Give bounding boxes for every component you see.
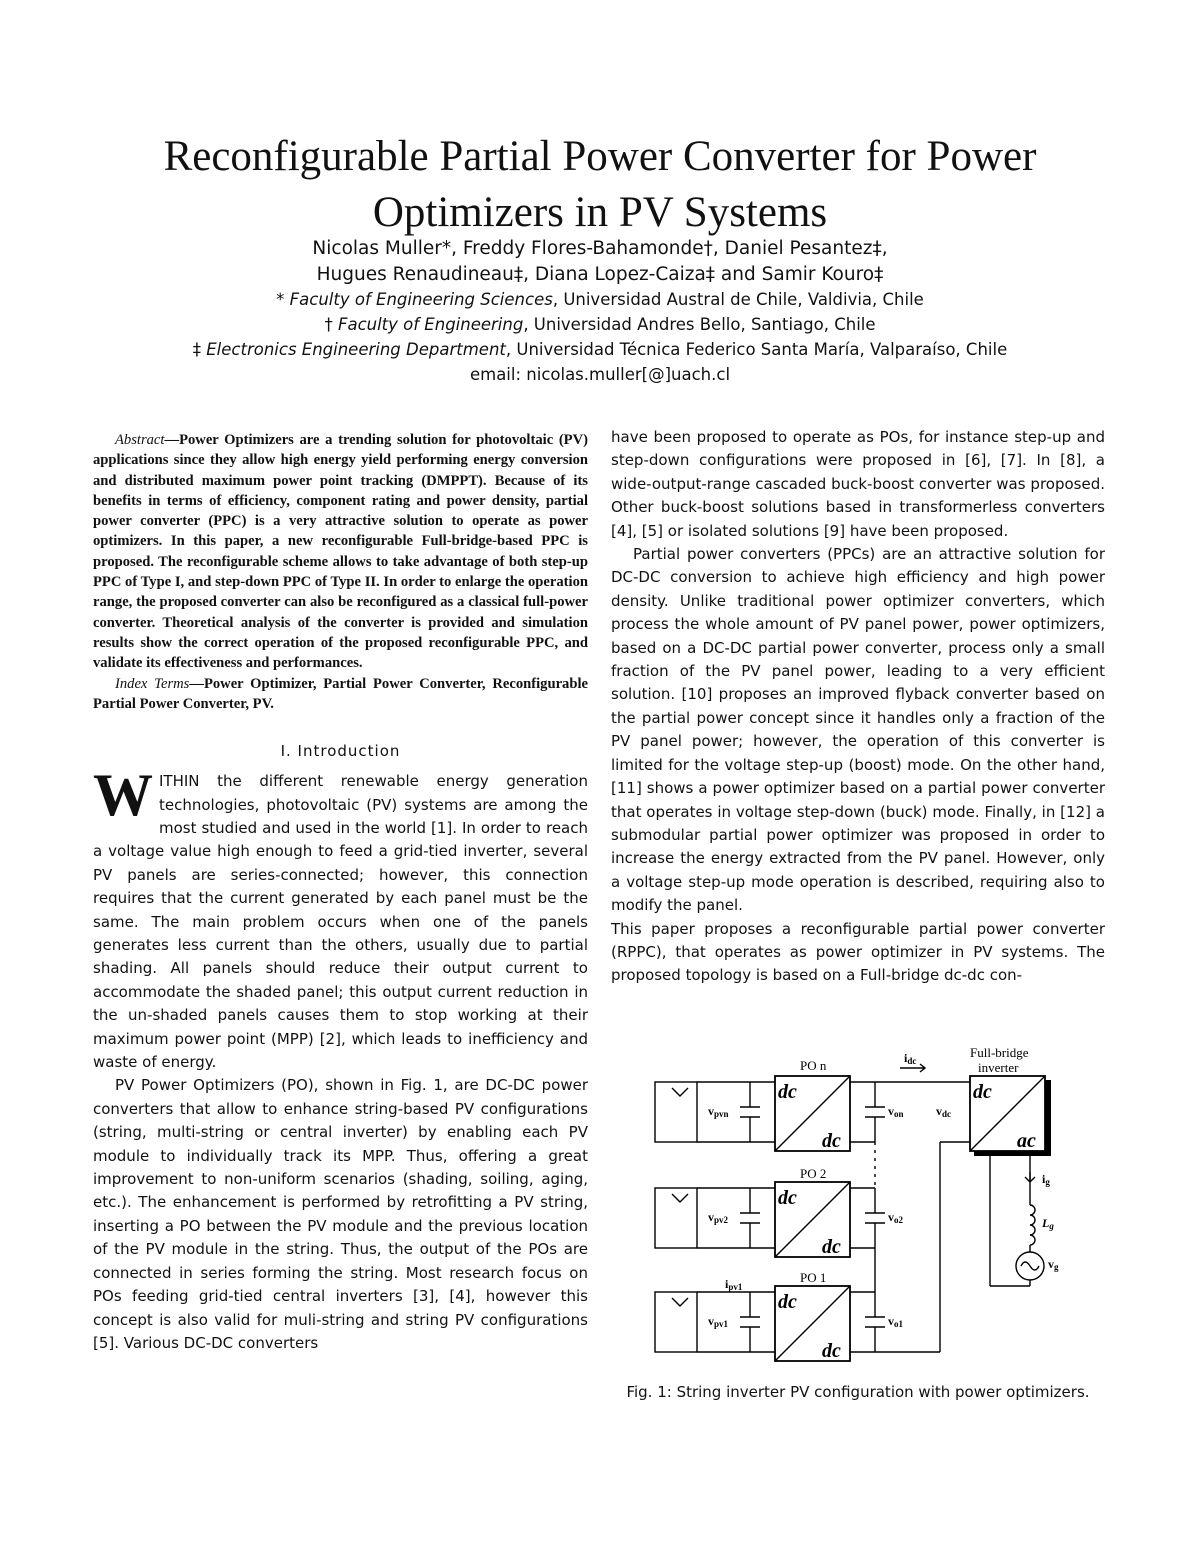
ipv1-label: ipv1: [725, 1277, 743, 1292]
affiliation-rest: , Universidad Austral de Chile, Valdivia, Chile: [552, 290, 924, 309]
index-terms: [93, 674, 588, 715]
von-label: von: [888, 1104, 904, 1119]
affiliation-rest: , Universidad Técnica Federico Santa María, Valparaíso, Chile: [505, 340, 1008, 359]
intro-paragraph-5: This paper proposes a reconfigurable partial power converter (RPPC), that operates as power optimizer in PV systems. The proposed topology is based on a Full-bridge dc-dc con-: [611, 919, 1105, 985]
intro-paragraph-1: [93, 762, 588, 1074]
vo2-label: vo2: [888, 1210, 903, 1225]
abstract-text: —Power Optimizers are a trending solution for photovoltaic (PV) applications since they allow high energy yield performing energy conversion and distributed maximum power point tracking (DMPPT). Because of its benefits in terms of efficiency, component rating and power density, partial power converter (PPC) is a very attractive solution to operate as power optimizers. In this paper, a new reconfigurable Full-bridge-based PPC is proposed. The reconfigurable scheme allows to take advantage of both step-up PPC of Type I, and step-down PPC of Type II. In order to enlarge the operation range, the proposed converter can also be reconfigured as a classical full-power converter. Theoretical analysis of the converter is provided and simulation results show the correct operation of the proposed reconfigurable PPC, and validate its effectiveness and performances.: [93, 432, 588, 672]
lg-label: Lg: [1042, 1216, 1054, 1231]
index-terms-label: Index Terms: [115, 675, 190, 692]
abstract-paragraph: [93, 430, 588, 674]
vg-label: vg: [1048, 1257, 1059, 1272]
inverter-label-2: inverter: [978, 1060, 1019, 1075]
po-n-label: PO n: [800, 1058, 827, 1073]
pv-panel-n-mark: [672, 1088, 688, 1096]
affiliation-2: [100, 313, 1100, 337]
ig-label: ig: [1042, 1172, 1050, 1187]
index-terms-text: —Power Optimizer, Partial Power Converter, Reconfigurable Partial Power Converter, PV.: [93, 675, 588, 712]
intro-paragraph-1-text: ITHIN the different renewable energy generation technologies, photovoltaic (PV) systems are among the most studied and used in the world [1]. In order to reach a voltage value high enough to feed a grid-tied inverter, several PV panels are series-connected; however, this connection requires that the current generated by each panel must be the same. The main problem occurs when one of the panels generates less current than the others, usually due to partial shading. All panels should reduce their output current to accommodate the shaded panel; this output current reduction in the un-shaded panels causes them to stop working at their maximum power point (MPP) [2], which leads to inefficiency and waste of energy.: [93, 772, 588, 1072]
po-2-dc-in: dc: [778, 1187, 797, 1209]
affiliation-mark: ‡: [192, 340, 201, 359]
grid-inductor: [1030, 1205, 1035, 1245]
affiliation-dept: Faculty of Engineering: [337, 315, 524, 334]
inverter-ac: ac: [1017, 1130, 1036, 1152]
figure-caption: Fig. 1: String inverter PV configuration with power optimizers.: [626, 1383, 1090, 1401]
paper-title: [60, 129, 1140, 241]
po-2-label: PO 2: [800, 1166, 827, 1181]
vpv2-label: vpv2: [708, 1210, 729, 1225]
intro-paragraph-3: have been proposed to operate as POs, for instance step-up and step-down configurations were proposed in [6], [7]. In [8], a wide-output-range cascaded buck-boost converter was proposed. Other buck-boost solutions based in transformerless converters [4], [5] or isolated solutions [9] have been proposed.: [611, 428, 1105, 540]
circuit-figure: [650, 1040, 1110, 1380]
po-2-dc-out: dc: [822, 1236, 841, 1258]
vpvn-label: vpvn: [708, 1104, 729, 1119]
po-1-dc-in: dc: [778, 1291, 797, 1313]
pv-panel-n: [655, 1082, 697, 1142]
vo1-label: vo1: [888, 1314, 903, 1329]
title-line-2: Optimizers in PV Systems: [372, 188, 828, 236]
authors-line-2: Hugues Renaudineau‡, Diana Lopez-Caiza‡ and Samir Kouro‡: [316, 264, 884, 285]
right-column: [611, 426, 1105, 988]
intro-body: [93, 762, 588, 1355]
affiliation-3: [100, 338, 1100, 362]
affiliation-1: [100, 288, 1100, 312]
author-email: email: nicolas.muller[@]uach.cl: [469, 365, 731, 384]
left-column: [93, 430, 588, 1355]
pv-panel-2: [655, 1188, 697, 1248]
drop-cap: W: [93, 762, 153, 829]
authors-line-1: Nicolas Muller*, Freddy Flores-Bahamonde†, Daniel Pesantez‡,: [312, 238, 888, 259]
idc-label: idc: [904, 1051, 917, 1066]
inverter-label-1: Full-bridge: [970, 1045, 1029, 1060]
affiliation-dept: Faculty of Engineering Sciences: [289, 290, 553, 309]
vpv1-label: vpv1: [708, 1314, 729, 1329]
vdc-label: vdc: [936, 1104, 951, 1119]
po-n-dc-out: dc: [822, 1130, 841, 1152]
affiliation-dept: Electronics Engineering Department: [206, 340, 506, 359]
pv-panel-2-mark: [672, 1194, 688, 1202]
title-line-1: Reconfigurable Partial Power Converter for Power: [163, 132, 1037, 180]
section-heading: I. Introduction: [280, 742, 401, 761]
abstract: [93, 430, 588, 714]
abstract-label: Abstract: [115, 432, 165, 448]
inverter-dc: dc: [973, 1081, 992, 1103]
po-1-dc-out: dc: [822, 1340, 841, 1362]
affiliation-mark: †: [324, 315, 333, 334]
affiliation-mark: *: [276, 290, 285, 309]
po-1-label: PO 1: [800, 1270, 827, 1285]
intro-paragraph-4: Partial power converters (PPCs) are an attractive solution for DC-DC conversion to achieve high efficiency and high power density. Unlike traditional power optimizer converters, which process the whole amount of PV panel power, power optimizers, based on a DC-DC partial power converter, process only a small fraction of the PV panel power, leading to a very efficient solution. [10] proposes an improved flyback converter based on the partial power concept since it handles only a fraction of the PV panel power; however, the operation of this converter is limited for the voltage step-up (boost) mode. On the other hand, [11] shows a power optimizer based on a partial power converter that operates in voltage step-down (buck) mode. Finally, in [12] a submodular partial power optimizer was proposed in order to increase the energy extracted from the PV panel. However, only a voltage step-up mode operation is described, requiring also to modify the panel.: [611, 545, 1105, 915]
affiliation-rest: , Universidad Andres Bello, Santiago, Chile: [523, 315, 876, 334]
pv-panel-1-mark: [672, 1298, 688, 1306]
author-list: [100, 236, 1100, 288]
pv-panel-1: [655, 1292, 697, 1352]
po-n-dc-in: dc: [778, 1081, 797, 1103]
intro-paragraph-2: PV Power Optimizers (PO), shown in Fig. 1, are DC-DC power converters that allow to enhance string-based PV configurations (string, multi-string or central inverter) by enabling each PV module to individually track its MPP. Thus, offering a great improvement to non-uniform scenarios (shading, soiling, aging, etc.). The enhancement is performed by retrofitting a PV string, inserting a PO between the PV module and the previous location of the PV module in the string. Thus, the output of the POs are connected in series forming the string. Most research focus on POs feeding grid-tied central inverters [3], [4], however this concept is also valid for muli-string and string PV configurations [5]. Various DC-DC converters: [93, 1076, 588, 1352]
